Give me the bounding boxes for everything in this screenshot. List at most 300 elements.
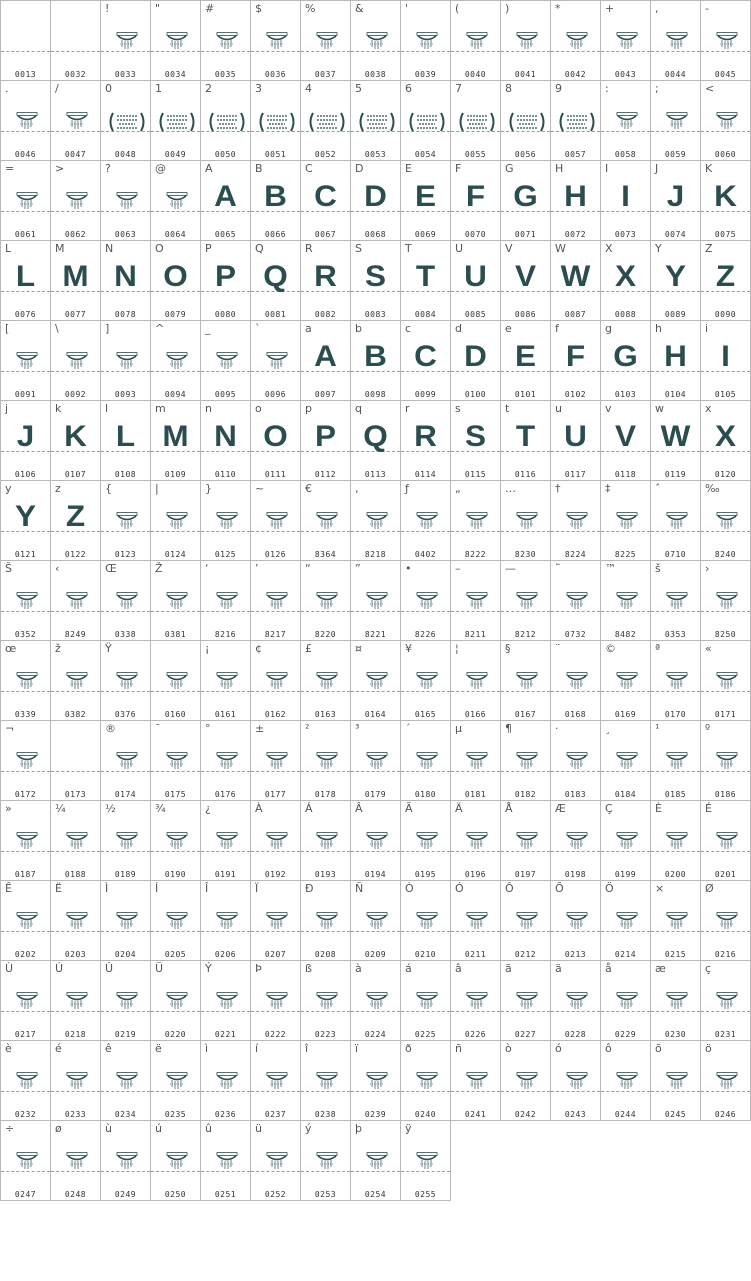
glyph-cell[interactable]	[201, 641, 251, 721]
character-label: $	[255, 2, 262, 15]
glyph-cell[interactable]	[601, 81, 651, 161]
glyph-cell[interactable]	[251, 241, 301, 321]
glyph-cell[interactable]	[701, 241, 751, 321]
code-point-label: 0038	[364, 70, 387, 79]
glyph-cell[interactable]	[551, 321, 601, 401]
glyph-cell[interactable]	[701, 561, 751, 641]
glyph-cell[interactable]	[551, 241, 601, 321]
code-point-label: 0185	[664, 790, 687, 799]
glyph-cell[interactable]	[601, 881, 651, 961]
glyph-cell[interactable]	[451, 721, 501, 801]
character-label: Ž	[155, 562, 163, 575]
glyph-cell[interactable]	[701, 721, 751, 801]
glyph-cell[interactable]	[351, 81, 401, 161]
glyph-cell[interactable]	[651, 561, 701, 641]
code-point-label: 0106	[14, 470, 37, 479]
character-label: (	[455, 2, 460, 15]
glyph-cell[interactable]	[151, 0, 201, 81]
glyph-cell[interactable]	[401, 161, 451, 241]
character-label: ¡	[205, 642, 210, 655]
glyph-cell[interactable]	[701, 161, 751, 241]
glyph-cell[interactable]	[151, 81, 201, 161]
placeholder-emblem-icon	[215, 992, 239, 1012]
glyph-cell[interactable]	[351, 561, 401, 641]
character-label: °	[205, 722, 211, 735]
glyph-cell[interactable]	[401, 81, 451, 161]
placeholder-emblem-icon	[365, 672, 389, 692]
glyph-cell[interactable]	[101, 881, 151, 961]
glyph-cell[interactable]	[401, 561, 451, 641]
glyph-cell[interactable]	[401, 1121, 451, 1201]
glyph-cell[interactable]	[651, 481, 701, 561]
glyph-cell[interactable]	[651, 0, 701, 81]
glyph-cell[interactable]	[101, 721, 151, 801]
glyph-cell[interactable]	[151, 161, 201, 241]
glyph-cell[interactable]	[451, 801, 501, 881]
code-point-label: 0110	[214, 470, 237, 479]
code-point-label: 0074	[664, 230, 687, 239]
character-label: n	[205, 402, 212, 415]
code-point-label: 0230	[664, 1030, 687, 1039]
glyph-cell[interactable]	[451, 961, 501, 1041]
glyph-cell[interactable]	[701, 81, 751, 161]
glyph-cell[interactable]	[401, 241, 451, 321]
glyph-cell[interactable]	[201, 961, 251, 1041]
glyph-cell[interactable]	[51, 961, 101, 1041]
glyph-preview: L	[115, 420, 136, 453]
glyph-cell[interactable]	[0, 801, 51, 881]
glyph-cell[interactable]	[251, 481, 301, 561]
glyph-cell[interactable]	[201, 801, 251, 881]
glyph-cell[interactable]	[301, 1121, 351, 1201]
glyph-cell[interactable]	[151, 321, 201, 401]
glyph-preview: B	[364, 340, 387, 373]
glyph-cell[interactable]	[401, 481, 451, 561]
code-point-label: 0048	[114, 150, 137, 159]
glyph-cell[interactable]	[201, 1041, 251, 1121]
character-label: Ô	[505, 882, 514, 895]
glyph-cell[interactable]	[551, 161, 601, 241]
glyph-cell[interactable]	[501, 641, 551, 721]
glyph-cell[interactable]	[351, 161, 401, 241]
code-point-label: 0062	[64, 230, 87, 239]
code-point-label: 0034	[164, 70, 187, 79]
code-point-label: 0013	[14, 70, 37, 79]
placeholder-emblem-icon	[165, 912, 189, 932]
glyph-cell[interactable]	[251, 961, 301, 1041]
glyph-cell[interactable]	[351, 961, 401, 1041]
glyph-cell[interactable]	[101, 321, 151, 401]
glyph-cell[interactable]	[301, 721, 351, 801]
glyph-cell[interactable]	[551, 481, 601, 561]
glyph-cell[interactable]	[401, 0, 451, 81]
glyph-cell[interactable]	[501, 81, 551, 161]
glyph-cell[interactable]	[501, 561, 551, 641]
glyph-cell[interactable]	[351, 881, 401, 961]
glyph-cell[interactable]	[251, 161, 301, 241]
glyph-cell[interactable]	[701, 641, 751, 721]
code-point-label: 0225	[414, 1030, 437, 1039]
glyph-cell[interactable]	[301, 81, 351, 161]
glyph-cell[interactable]	[0, 321, 51, 401]
glyph-cell[interactable]	[401, 401, 451, 481]
character-label: È	[655, 802, 662, 815]
glyph-cell[interactable]	[401, 721, 451, 801]
glyph-cell[interactable]	[101, 1121, 151, 1201]
glyph-cell[interactable]	[601, 241, 651, 321]
glyph-cell[interactable]	[301, 961, 351, 1041]
glyph-cell[interactable]	[501, 321, 551, 401]
glyph-cell[interactable]	[251, 721, 301, 801]
glyph-cell[interactable]	[0, 481, 51, 561]
glyph-cell[interactable]	[151, 401, 201, 481]
glyph-cell[interactable]	[251, 801, 301, 881]
glyph-cell[interactable]	[351, 641, 401, 721]
glyph-cell[interactable]	[501, 1041, 551, 1121]
character-label: 5	[355, 82, 362, 95]
code-point-label: 0215	[664, 950, 687, 959]
glyph-cell[interactable]	[601, 561, 651, 641]
glyph-cell[interactable]	[501, 241, 551, 321]
glyph-cell[interactable]	[251, 321, 301, 401]
character-label: W	[555, 242, 566, 255]
glyph-cell[interactable]	[451, 1041, 501, 1121]
glyph-cell[interactable]	[251, 1121, 301, 1201]
glyph-cell[interactable]	[601, 321, 651, 401]
glyph-cell[interactable]	[251, 0, 301, 81]
glyph-cell[interactable]	[0, 881, 51, 961]
glyph-cell[interactable]	[451, 641, 501, 721]
glyph-cell[interactable]	[201, 881, 251, 961]
glyph-cell[interactable]	[151, 561, 201, 641]
glyph-cell[interactable]	[51, 481, 101, 561]
glyph-cell[interactable]	[251, 561, 301, 641]
glyph-cell[interactable]	[501, 481, 551, 561]
glyph-cell[interactable]	[51, 241, 101, 321]
glyph-cell[interactable]	[551, 81, 601, 161]
glyph-preview: U	[464, 260, 487, 293]
glyph-cell[interactable]	[101, 401, 151, 481]
glyph-cell[interactable]	[101, 241, 151, 321]
glyph-cell[interactable]	[101, 961, 151, 1041]
glyph-cell[interactable]	[301, 561, 351, 641]
character-label: s	[455, 402, 461, 415]
glyph-cell[interactable]	[701, 1041, 751, 1121]
glyph-cell[interactable]	[51, 81, 101, 161]
glyph-cell[interactable]	[201, 1121, 251, 1201]
glyph-preview: S	[364, 260, 386, 293]
glyph-cell[interactable]	[601, 961, 651, 1041]
glyph-cell[interactable]	[51, 0, 101, 81]
character-label: Ã	[405, 802, 413, 815]
glyph-cell[interactable]	[0, 721, 51, 801]
glyph-cell[interactable]	[601, 401, 651, 481]
glyph-cell[interactable]	[51, 721, 101, 801]
character-label: E	[405, 162, 412, 175]
code-point-label: 0199	[614, 870, 637, 879]
glyph-cell[interactable]	[101, 81, 151, 161]
code-point-label: 0239	[364, 1110, 387, 1119]
glyph-preview: M	[62, 260, 89, 293]
glyph-cell[interactable]	[651, 801, 701, 881]
glyph-cell[interactable]	[501, 0, 551, 81]
glyph-cell[interactable]	[401, 801, 451, 881]
glyph-cell[interactable]	[551, 401, 601, 481]
glyph-cell[interactable]	[651, 401, 701, 481]
code-point-label: 8216	[214, 630, 237, 639]
glyph-cell[interactable]	[151, 241, 201, 321]
glyph-cell[interactable]	[201, 481, 251, 561]
glyph-cell[interactable]	[201, 321, 251, 401]
glyph-cell[interactable]	[0, 81, 51, 161]
glyph-cell[interactable]	[651, 81, 701, 161]
glyph-cell[interactable]	[0, 161, 51, 241]
code-point-label: 0181	[464, 790, 487, 799]
glyph-cell[interactable]	[151, 801, 201, 881]
glyph-cell[interactable]	[301, 641, 351, 721]
glyph-cell[interactable]	[0, 961, 51, 1041]
glyph-cell[interactable]	[651, 641, 701, 721]
glyph-cell[interactable]	[101, 561, 151, 641]
placeholder-emblem-icon	[565, 672, 589, 692]
glyph-cell[interactable]	[251, 1041, 301, 1121]
glyph-cell[interactable]	[551, 0, 601, 81]
code-point-label: 0053	[364, 150, 387, 159]
glyph-cell[interactable]	[451, 321, 501, 401]
glyph-cell[interactable]	[0, 1121, 51, 1201]
code-point-label: 0107	[64, 470, 87, 479]
glyph-cell[interactable]	[451, 81, 501, 161]
code-point-label: 0187	[14, 870, 37, 879]
glyph-cell[interactable]	[0, 401, 51, 481]
glyph-cell[interactable]	[551, 1041, 601, 1121]
glyph-cell[interactable]	[0, 1041, 51, 1121]
placeholder-emblem-icon	[515, 1072, 539, 1092]
glyph-cell[interactable]	[0, 241, 51, 321]
glyph-cell[interactable]	[351, 401, 401, 481]
glyph-cell[interactable]	[0, 0, 51, 81]
glyph-cell[interactable]	[151, 721, 201, 801]
glyph-cell[interactable]	[251, 401, 301, 481]
glyph-cell[interactable]	[551, 561, 601, 641]
glyph-cell[interactable]	[301, 161, 351, 241]
placeholder-emblem-icon	[715, 512, 739, 532]
glyph-cell[interactable]	[451, 561, 501, 641]
glyph-cell[interactable]	[301, 481, 351, 561]
placeholder-emblem-icon	[215, 1072, 239, 1092]
glyph-cell[interactable]	[51, 881, 101, 961]
glyph-cell[interactable]	[251, 881, 301, 961]
glyph-cell[interactable]	[301, 881, 351, 961]
character-label: ²	[305, 722, 310, 735]
glyph-cell[interactable]	[701, 881, 751, 961]
code-point-label: 0166	[464, 710, 487, 719]
glyph-cell[interactable]	[301, 0, 351, 81]
glyph-cell[interactable]	[701, 401, 751, 481]
glyph-cell[interactable]	[101, 0, 151, 81]
character-label: 1	[155, 82, 162, 95]
glyph-cell[interactable]	[151, 481, 201, 561]
glyph-cell[interactable]	[401, 321, 451, 401]
code-point-label: 0249	[114, 1190, 137, 1199]
glyph-cell[interactable]	[501, 801, 551, 881]
glyph-cell[interactable]	[501, 881, 551, 961]
glyph-cell[interactable]	[351, 1041, 401, 1121]
glyph-cell[interactable]	[101, 801, 151, 881]
glyph-cell[interactable]	[701, 801, 751, 881]
glyph-cell[interactable]	[301, 401, 351, 481]
glyph-cell[interactable]	[301, 241, 351, 321]
glyph-cell[interactable]	[351, 801, 401, 881]
character-label: j	[5, 402, 9, 415]
glyph-cell[interactable]	[201, 0, 251, 81]
glyph-cell[interactable]	[351, 321, 401, 401]
character-label: B	[255, 162, 263, 175]
glyph-cell[interactable]	[351, 721, 401, 801]
glyph-cell[interactable]	[701, 321, 751, 401]
character-label: )	[505, 2, 510, 15]
glyph-cell[interactable]	[0, 561, 51, 641]
glyph-cell[interactable]	[601, 641, 651, 721]
glyph-cell[interactable]	[601, 801, 651, 881]
glyph-cell[interactable]	[51, 801, 101, 881]
glyph-preview: Q	[363, 420, 388, 453]
glyph-cell[interactable]	[651, 161, 701, 241]
glyph-cell[interactable]	[301, 801, 351, 881]
glyph-cell[interactable]	[401, 961, 451, 1041]
glyph-cell[interactable]	[351, 481, 401, 561]
glyph-cell[interactable]	[501, 961, 551, 1041]
glyph-cell[interactable]	[151, 961, 201, 1041]
character-label: Ï	[255, 882, 259, 895]
glyph-cell[interactable]	[201, 241, 251, 321]
glyph-cell[interactable]	[451, 481, 501, 561]
glyph-cell[interactable]	[51, 641, 101, 721]
glyph-cell[interactable]	[601, 1041, 651, 1121]
character-label: q	[355, 402, 362, 415]
glyph-cell[interactable]	[501, 161, 551, 241]
glyph-cell[interactable]	[51, 561, 101, 641]
glyph-cell[interactable]	[201, 561, 251, 641]
glyph-cell[interactable]	[701, 481, 751, 561]
glyph-cell[interactable]	[151, 1121, 201, 1201]
glyph-cell[interactable]	[351, 1121, 401, 1201]
glyph-cell[interactable]	[551, 961, 601, 1041]
code-point-label: 0111	[264, 470, 287, 479]
placeholder-emblem-icon	[65, 1072, 89, 1092]
glyph-cell[interactable]	[651, 1041, 701, 1121]
character-label: æ	[655, 962, 666, 975]
glyph-cell[interactable]	[451, 881, 501, 961]
glyph-cell[interactable]	[101, 161, 151, 241]
glyph-cell[interactable]	[51, 401, 101, 481]
glyph-cell[interactable]	[301, 321, 351, 401]
glyph-cell[interactable]	[601, 161, 651, 241]
glyph-cell[interactable]	[151, 641, 201, 721]
code-point-label: 0227	[514, 1030, 537, 1039]
placeholder-emblem-icon	[15, 1152, 39, 1172]
glyph-cell[interactable]	[351, 0, 401, 81]
placeholder-emblem-icon	[615, 832, 639, 852]
code-point-label: 0214	[614, 950, 637, 959]
glyph-cell[interactable]	[51, 1121, 101, 1201]
glyph-cell[interactable]	[51, 1041, 101, 1121]
glyph-cell[interactable]	[551, 801, 601, 881]
placeholder-emblem-icon	[565, 1072, 589, 1092]
glyph-cell[interactable]	[51, 161, 101, 241]
code-point-label: 0243	[564, 1110, 587, 1119]
glyph-cell[interactable]	[451, 0, 501, 81]
glyph-preview: A	[314, 340, 337, 373]
glyph-cell[interactable]	[651, 961, 701, 1041]
glyph-cell[interactable]	[101, 641, 151, 721]
glyph-cell[interactable]	[601, 721, 651, 801]
glyph-preview: K	[714, 180, 737, 213]
glyph-preview: Q	[263, 260, 288, 293]
baseline-guide	[1, 51, 50, 52]
glyph-cell[interactable]	[251, 81, 301, 161]
glyph-cell[interactable]	[501, 721, 551, 801]
code-point-label: 0188	[64, 870, 87, 879]
glyph-cell[interactable]	[101, 481, 151, 561]
code-point-label: 0222	[264, 1030, 287, 1039]
character-label: Ú	[55, 962, 64, 975]
glyph-cell[interactable]	[401, 641, 451, 721]
glyph-cell[interactable]	[151, 881, 201, 961]
glyph-cell[interactable]	[701, 961, 751, 1041]
character-label: ß	[305, 962, 312, 975]
glyph-cell[interactable]	[0, 641, 51, 721]
glyph-cell[interactable]	[451, 161, 501, 241]
glyph-cell[interactable]	[51, 321, 101, 401]
glyph-cell[interactable]	[101, 1041, 151, 1121]
glyph-cell[interactable]	[201, 161, 251, 241]
glyph-cell[interactable]	[651, 721, 701, 801]
code-point-label: 0250	[164, 1190, 187, 1199]
glyph-cell[interactable]	[251, 641, 301, 721]
glyph-cell[interactable]	[201, 81, 251, 161]
glyph-cell[interactable]	[401, 1041, 451, 1121]
code-point-label: 0087	[564, 310, 587, 319]
character-label: V	[505, 242, 513, 255]
glyph-cell[interactable]	[551, 881, 601, 961]
glyph-cell[interactable]	[451, 401, 501, 481]
glyph-cell[interactable]	[601, 0, 651, 81]
placeholder-emblem-icon	[415, 912, 439, 932]
code-point-label: 0221	[214, 1030, 237, 1039]
glyph-cell[interactable]	[451, 241, 501, 321]
glyph-cell[interactable]	[151, 1041, 201, 1121]
glyph-cell[interactable]	[651, 241, 701, 321]
glyph-cell[interactable]	[201, 721, 251, 801]
glyph-cell[interactable]	[301, 1041, 351, 1121]
glyph-preview: J	[16, 420, 35, 453]
glyph-cell[interactable]	[701, 0, 751, 81]
glyph-cell[interactable]	[401, 881, 451, 961]
glyph-cell[interactable]	[551, 641, 601, 721]
glyph-cell[interactable]	[201, 401, 251, 481]
glyph-cell[interactable]	[351, 241, 401, 321]
code-point-label: 0160	[164, 710, 187, 719]
placeholder-emblem-icon	[215, 912, 239, 932]
glyph-cell[interactable]	[651, 321, 701, 401]
glyph-cell[interactable]	[551, 721, 601, 801]
code-point-label: 0073	[614, 230, 637, 239]
glyph-cell[interactable]	[601, 481, 651, 561]
glyph-cell[interactable]	[501, 401, 551, 481]
glyph-cell[interactable]	[651, 881, 701, 961]
placeholder-emblem-icon	[115, 832, 139, 852]
